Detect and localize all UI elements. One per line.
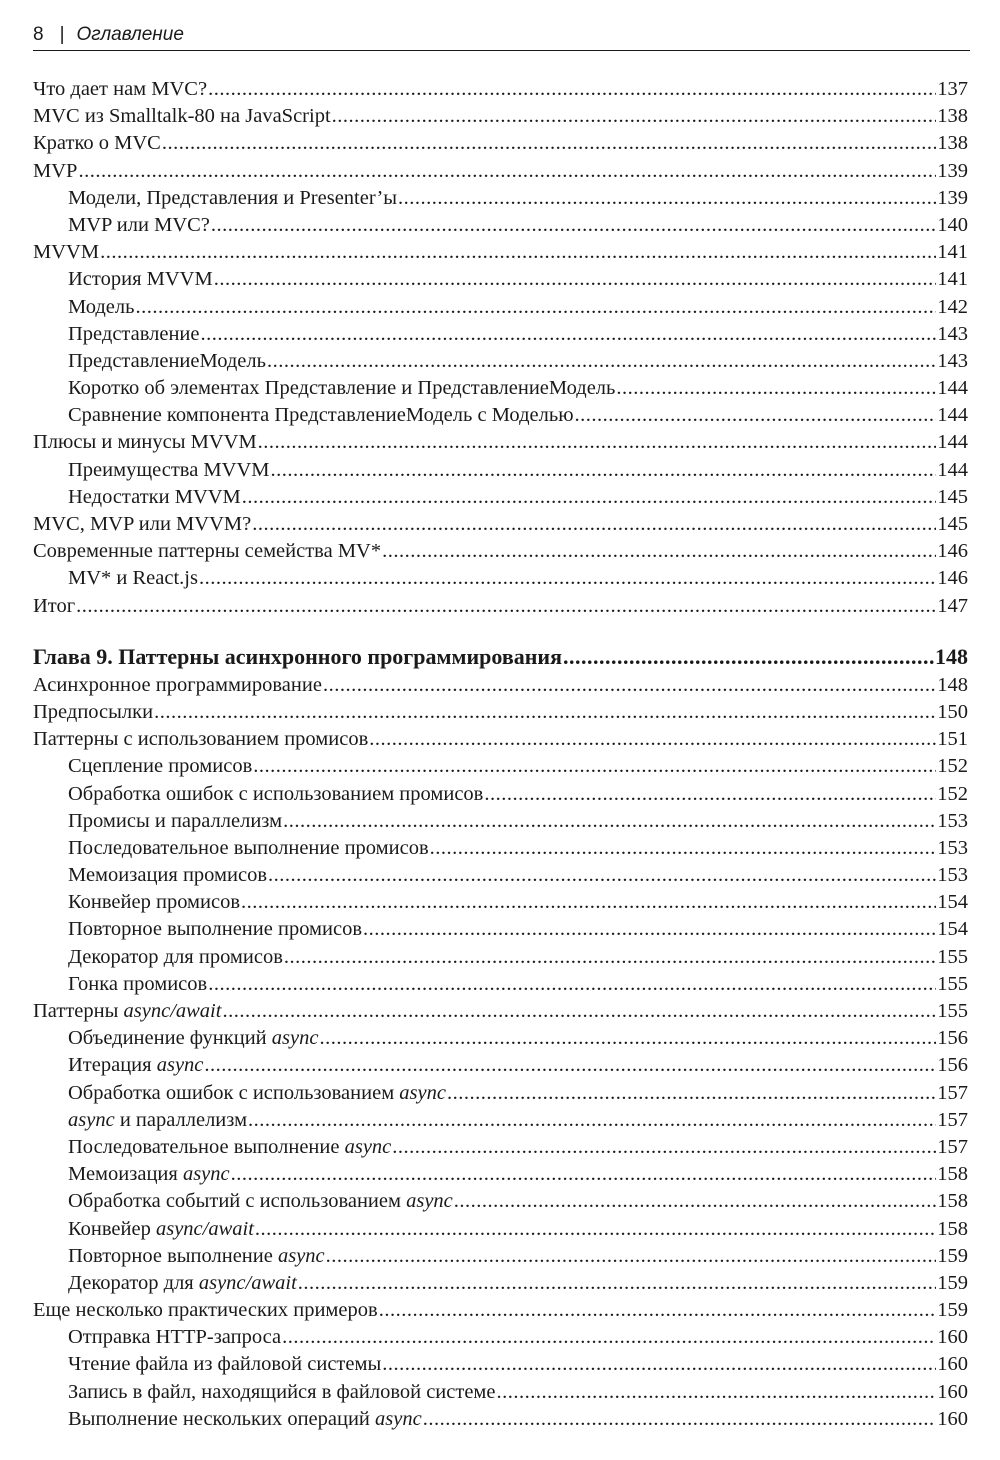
toc-dot-leader — [454, 1188, 936, 1215]
toc-entry-title-segment: Чтение файла из файловой системы — [68, 1353, 382, 1376]
toc-dot-leader — [382, 1351, 936, 1378]
toc-entry-title — [33, 726, 368, 753]
toc-entry-title-segment: Паттерны — [33, 1000, 124, 1022]
toc-entry-title-segment: Преимущества MVVM — [68, 458, 270, 481]
toc-entry-title — [33, 1297, 378, 1324]
toc-entry[interactable] — [33, 76, 968, 103]
toc-entry-title — [33, 130, 161, 157]
toc-entry-title-segment: Модели, Представления и Presenter’ы — [68, 186, 398, 209]
toc-entry[interactable] — [33, 1379, 968, 1406]
toc-page-number: 157 — [937, 1135, 968, 1158]
toc-entry[interactable] — [33, 726, 968, 753]
toc-dot-leader — [497, 1379, 937, 1406]
toc-page-number: 160 — [937, 1380, 968, 1403]
toc-dot-leader — [484, 781, 936, 808]
toc-entry-title-segment: async/await — [123, 1000, 222, 1022]
toc-dot-leader — [392, 1134, 936, 1161]
toc-entry-title — [68, 1161, 230, 1188]
toc-entry-title-segment: async — [156, 1054, 204, 1077]
toc-entry[interactable] — [33, 1052, 968, 1079]
toc-entry-title — [68, 971, 207, 998]
toc-entry[interactable] — [33, 565, 968, 592]
toc-entry-title-segment: async/await — [155, 1217, 254, 1240]
toc-entry-title-segment: Декоратор для промисов — [68, 945, 283, 968]
toc-entry-title — [68, 1134, 391, 1161]
toc-entry[interactable] — [33, 1406, 968, 1433]
toc-entry-title-segment: Выполнение нескольких операций — [68, 1407, 376, 1430]
toc-page-number: 153 — [937, 809, 968, 832]
toc-entry-title-segment: Обработка ошибок с использованием — [68, 1081, 400, 1104]
toc-entry-title-segment: MVC из Smalltalk-80 на JavaScript — [33, 105, 331, 128]
toc-entry-title-segment: Представление — [68, 322, 200, 345]
toc-entry[interactable] — [33, 1243, 968, 1270]
toc-entry[interactable] — [33, 1025, 968, 1052]
toc-page-number: 155 — [937, 1000, 968, 1022]
toc-entry-title-segment: Обработка событий с использованием — [68, 1190, 407, 1213]
toc-entry-title — [33, 511, 251, 538]
toc-dot-leader — [252, 511, 936, 538]
toc-dot-leader — [136, 294, 937, 321]
toc-entry[interactable] — [33, 484, 968, 511]
toc-entry-title-segment: Еще несколько практических примеров — [33, 1299, 378, 1322]
toc-page-number: 139 — [937, 159, 968, 182]
toc-entry[interactable] — [33, 1270, 968, 1297]
toc-entry-title — [68, 375, 615, 402]
toc-entry-title-segment: Повторное выполнение промисов — [68, 918, 363, 941]
toc-entry[interactable] — [33, 130, 968, 157]
toc-entry[interactable] — [33, 375, 968, 402]
toc-entry-title — [33, 158, 77, 185]
toc-dot-leader — [616, 375, 936, 402]
toc-dot-leader — [326, 1243, 937, 1270]
toc-entry-title-segment: async — [271, 1027, 319, 1050]
toc-dot-leader — [271, 457, 937, 484]
toc-dot-leader — [208, 76, 936, 103]
toc-entry[interactable] — [33, 944, 968, 971]
toc-page-number: 160 — [937, 1353, 968, 1376]
toc-dot-leader — [323, 672, 936, 699]
toc-entry-title — [68, 212, 210, 239]
toc-entry[interactable] — [33, 1134, 968, 1161]
toc-page-number: 156 — [937, 1027, 968, 1050]
toc-entry-title-segment: Отправка HTTP-запроса — [68, 1326, 282, 1349]
toc-entry-title — [33, 699, 153, 726]
toc-page-number: 148 — [935, 643, 968, 669]
toc-entry[interactable] — [33, 1107, 968, 1134]
toc-entry-title-segment: async — [399, 1081, 446, 1104]
toc-page-number: 150 — [937, 700, 968, 723]
toc-page-number: 143 — [937, 322, 968, 345]
toc-dot-leader — [211, 212, 936, 239]
toc-entry-title-segment: Кратко о MVC — [33, 132, 161, 155]
toc-entry[interactable] — [33, 1297, 968, 1324]
toc-entry-title — [68, 294, 135, 321]
toc-entry-title-segment: Конвейер — [68, 1217, 156, 1240]
toc-entry-title — [68, 1052, 203, 1079]
toc-page-number: 138 — [937, 105, 968, 128]
header-separator: | — [59, 24, 65, 45]
toc-chapter-entry[interactable] — [33, 641, 968, 672]
toc-entry-title — [33, 239, 99, 266]
toc-dot-leader — [284, 944, 936, 971]
toc-entry-title — [33, 538, 381, 565]
toc-dot-leader — [214, 266, 937, 293]
toc-entry[interactable] — [33, 1080, 968, 1107]
toc-entry-title — [33, 76, 207, 103]
toc-entry-title-segment: Итерация — [68, 1054, 157, 1077]
toc-entry-title-segment: Недостатки MVVM — [68, 485, 241, 508]
toc-entry[interactable] — [33, 321, 968, 348]
toc-page-number: 140 — [937, 213, 968, 236]
toc-entry-title-segment: Последовательное выполнение промисов — [68, 836, 429, 859]
toc-entry-title-segment: async — [406, 1190, 453, 1213]
toc-page-number: 143 — [937, 349, 968, 372]
toc-entry-title-segment: async — [344, 1135, 392, 1158]
toc-dot-leader — [332, 103, 937, 130]
toc-entry-title — [68, 348, 266, 375]
header-page-number: 8 — [33, 24, 44, 45]
toc-entry-title — [33, 998, 221, 1025]
toc-entry[interactable] — [33, 239, 968, 266]
toc-entry[interactable] — [33, 429, 968, 456]
toc-entry-title — [33, 641, 562, 672]
toc-dot-leader — [78, 158, 936, 185]
toc-entry-title — [68, 565, 198, 592]
toc-dot-leader — [162, 130, 936, 157]
toc-entry-title — [68, 321, 200, 348]
toc-page-number: 158 — [937, 1163, 968, 1186]
toc-entry-title-segment: История MVVM — [68, 268, 213, 291]
toc-dot-leader — [575, 402, 937, 429]
toc-entry[interactable] — [33, 835, 968, 862]
toc-entry[interactable] — [33, 593, 968, 620]
toc-entry-title — [68, 944, 283, 971]
table-of-contents — [33, 76, 968, 1433]
toc-page-number: 138 — [937, 132, 968, 155]
toc-dot-leader — [76, 593, 936, 620]
toc-page-number: 154 — [937, 891, 968, 914]
toc-page-number: 145 — [937, 513, 968, 535]
toc-entry-title-segment: Мемоизация — [68, 1163, 183, 1186]
toc-entry[interactable] — [33, 511, 968, 538]
toc-page-number: 157 — [937, 1081, 968, 1104]
toc-entry-title-segment: Промисы и параллелизм — [68, 809, 283, 832]
toc-dot-leader — [100, 239, 936, 266]
toc-entry-title — [68, 1243, 325, 1270]
toc-entry-title — [68, 1107, 247, 1134]
toc-entry[interactable] — [33, 971, 968, 998]
toc-entry-title-segment: async — [182, 1163, 230, 1186]
toc-page-number: 147 — [937, 594, 968, 617]
toc-entry-title — [68, 1406, 422, 1433]
toc-page-number: 148 — [937, 673, 968, 696]
toc-entry-title-segment: Современные паттерны семейства MV* — [33, 540, 382, 563]
toc-dot-leader — [241, 889, 936, 916]
toc-entry-title-segment: MVP — [33, 159, 78, 182]
toc-entry-title — [68, 266, 213, 293]
toc-page-number: 154 — [937, 918, 968, 941]
toc-entry-title-segment: Обработка ошибок с использованием промисов — [68, 782, 484, 805]
toc-entry-title — [33, 103, 331, 130]
toc-entry[interactable] — [33, 266, 968, 293]
toc-entry-title-segment: MVP или MVC? — [68, 213, 210, 236]
toc-page-number: 146 — [937, 567, 968, 590]
toc-entry-title — [68, 1379, 496, 1406]
toc-entry-title-segment: Сцепление промисов — [68, 755, 253, 778]
toc-entry-title-segment: Паттерны с использованием промисов — [33, 728, 369, 751]
toc-page-number: 141 — [937, 241, 968, 264]
toc-entry-title-segment: Глава 9. Паттерны асинхронного программирования — [33, 643, 562, 669]
toc-entry[interactable] — [33, 348, 968, 375]
toc-dot-leader — [268, 862, 936, 889]
header-title: Оглавление — [76, 24, 184, 45]
toc-entry[interactable] — [33, 1324, 968, 1351]
header-rule — [33, 50, 970, 51]
toc-entry-title-segment: Последовательное выполнение — [68, 1135, 345, 1158]
toc-dot-leader — [222, 998, 936, 1025]
toc-entry[interactable] — [33, 1188, 968, 1215]
toc-entry[interactable] — [33, 1161, 968, 1188]
toc-entry-title — [68, 835, 429, 862]
toc-dot-leader — [204, 1052, 936, 1079]
toc-entry-title — [68, 1270, 297, 1297]
toc-page-number: 144 — [937, 458, 968, 481]
toc-dot-leader — [423, 1406, 937, 1433]
toc-entry-title — [68, 862, 267, 889]
toc-entry-title-segment: Сравнение компонента ПредставлениеМодель с Моделью — [68, 404, 574, 427]
toc-page-number: 155 — [937, 945, 968, 968]
toc-page-number: 145 — [937, 485, 968, 508]
toc-dot-leader — [253, 753, 936, 780]
toc-page-number: 159 — [937, 1271, 968, 1294]
toc-entry-title — [68, 889, 240, 916]
toc-entry-title — [68, 808, 282, 835]
toc-entry[interactable] — [33, 808, 968, 835]
toc-page-number: 144 — [937, 431, 968, 454]
toc-entry[interactable] — [33, 185, 968, 212]
toc-entry-title-segment: Мемоизация промисов — [68, 864, 267, 887]
toc-entry-title-segment: Повторное выполнение — [68, 1244, 278, 1267]
toc-dot-leader — [248, 1107, 936, 1134]
toc-entry[interactable] — [33, 699, 968, 726]
toc-entry-title — [68, 185, 397, 212]
toc-entry-title-segment: MVC, MVP или MVVM? — [33, 513, 252, 535]
toc-dot-leader — [382, 538, 936, 565]
toc-entry-title-segment: MV* и React.js — [68, 567, 198, 590]
toc-entry-title — [68, 484, 241, 511]
toc-entry-title-segment: Итог — [33, 594, 76, 617]
toc-page-number: 141 — [937, 268, 968, 291]
toc-entry[interactable] — [33, 1351, 968, 1378]
toc-entry[interactable] — [33, 753, 968, 780]
toc-entry[interactable] — [33, 457, 968, 484]
toc-entry-title-segment: Декоратор для — [68, 1271, 199, 1294]
toc-page-number: 158 — [937, 1217, 968, 1240]
toc-entry-title-segment: Коротко об элементах Представление и ПредставлениеМодель — [68, 377, 616, 400]
toc-entry-title-segment: async — [68, 1108, 115, 1131]
toc-entry-title-segment: Конвейер промисов — [68, 891, 241, 914]
toc-entry[interactable] — [33, 916, 968, 943]
toc-page-number: 159 — [937, 1299, 968, 1322]
toc-entry-title-segment: async — [375, 1407, 422, 1430]
toc-entry-title — [68, 457, 270, 484]
toc-entry-title — [68, 402, 574, 429]
toc-entry[interactable] — [33, 402, 968, 429]
toc-entry-title — [68, 1080, 446, 1107]
toc-entry-title — [68, 1324, 281, 1351]
toc-dot-leader — [319, 1025, 936, 1052]
toc-entry[interactable] — [33, 158, 968, 185]
toc-page-number: 152 — [937, 755, 968, 778]
toc-dot-leader — [298, 1270, 936, 1297]
toc-entry-title — [68, 1188, 453, 1215]
toc-page-number: 156 — [937, 1054, 968, 1077]
toc-entry-title — [33, 672, 322, 699]
toc-entry[interactable] — [33, 862, 968, 889]
toc-entry-title — [68, 1025, 318, 1052]
toc-page-number: 144 — [937, 377, 968, 400]
toc-dot-leader — [258, 429, 937, 456]
toc-dot-leader — [369, 726, 936, 753]
toc-page-number: 152 — [937, 782, 968, 805]
toc-page-number: 155 — [937, 972, 968, 995]
toc-page-number: 159 — [937, 1244, 968, 1267]
toc-page-number: 137 — [937, 78, 968, 100]
toc-entry[interactable] — [33, 212, 968, 239]
toc-entry-title-segment: Модель — [68, 295, 135, 318]
toc-entry-title-segment: Плюсы и минусы MVVM — [33, 431, 257, 454]
toc-entry-title-segment: ПредставлениеМодель — [68, 349, 266, 372]
toc-entry[interactable] — [33, 1216, 968, 1243]
toc-entry-title — [33, 593, 75, 620]
toc-page-number: 158 — [937, 1190, 968, 1213]
toc-page-number: 160 — [937, 1407, 968, 1430]
toc-entry-title-segment: async/await — [198, 1271, 297, 1294]
toc-dot-leader — [242, 484, 936, 511]
toc-entry[interactable] — [33, 781, 968, 808]
toc-entry-title-segment: Объединение функций — [68, 1027, 272, 1050]
toc-dot-leader — [363, 916, 936, 943]
toc-dot-leader — [208, 971, 936, 998]
toc-dot-leader — [282, 1324, 936, 1351]
toc-dot-leader — [267, 348, 936, 375]
toc-dot-leader — [283, 808, 936, 835]
toc-entry-title-segment: MVVM — [33, 241, 100, 264]
toc-page-number: 153 — [937, 864, 968, 887]
toc-entry-title-segment: Запись в файл, находящийся в файловой системе — [68, 1380, 496, 1403]
toc-dot-leader — [563, 641, 934, 672]
toc-entry-title — [68, 916, 362, 943]
toc-dot-leader — [231, 1161, 937, 1188]
toc-dot-leader — [379, 1297, 937, 1324]
toc-entry[interactable] — [33, 103, 968, 130]
toc-dot-leader — [154, 699, 936, 726]
toc-dot-leader — [255, 1216, 936, 1243]
toc-page-number: 153 — [937, 836, 968, 859]
toc-entry[interactable] — [33, 998, 968, 1025]
toc-entry[interactable] — [33, 294, 968, 321]
toc-entry-title — [68, 781, 483, 808]
toc-entry-title — [68, 753, 252, 780]
toc-entry-title — [68, 1216, 254, 1243]
toc-entry-title-segment: Асинхронное программирование — [33, 673, 322, 696]
toc-page-number: 160 — [937, 1326, 968, 1349]
toc-entry-title-segment: и параллелизм — [114, 1108, 248, 1131]
toc-page-number: 139 — [937, 186, 968, 209]
running-header — [33, 22, 970, 48]
toc-entry-title — [33, 429, 257, 456]
toc-entry-title — [68, 1351, 381, 1378]
toc-dot-leader — [447, 1080, 936, 1107]
toc-page-number: 146 — [937, 540, 968, 563]
toc-dot-leader — [201, 321, 937, 348]
toc-entry-title-segment: Предпосылки — [33, 700, 154, 723]
toc-page-number: 142 — [937, 295, 968, 318]
toc-page-number: 157 — [937, 1108, 968, 1131]
toc-entry-title-segment: Что дает нам MVC? — [33, 78, 208, 100]
toc-entry[interactable] — [33, 889, 968, 916]
toc-page-number: 144 — [937, 404, 968, 427]
toc-dot-leader — [199, 565, 936, 592]
toc-dot-leader — [398, 185, 936, 212]
toc-entry[interactable] — [33, 672, 968, 699]
toc-dot-leader — [430, 835, 937, 862]
toc-entry-title-segment: async — [277, 1244, 325, 1267]
toc-page-number: 151 — [937, 728, 968, 751]
toc-entry[interactable] — [33, 538, 968, 565]
toc-entry-title-segment: Гонка промисов — [68, 972, 208, 995]
